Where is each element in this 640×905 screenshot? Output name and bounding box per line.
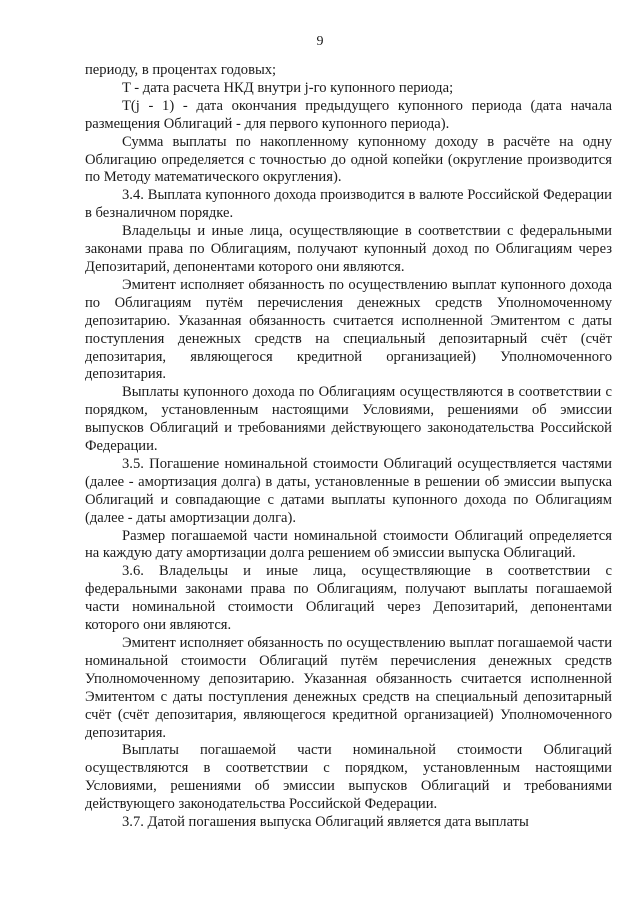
- paragraph-continuation: периоду, в процентах годовых;: [85, 62, 277, 78]
- document-body: [85, 62, 612, 832]
- paragraph-nominal-issuer-obligation: Эмитент исполняет обязанность по осуществлению выплат погашаемой части номинальной стоимости Облигаций путём перечисления денежных средств Уполномоченному депозитарию. Указанная обязанность считается исполненной Эмитентом с даты поступления денежных средств на специальный депозитарный счёт (счёт депозитария, являющегося кредитной организацией) Уполномоченного депозитария.: [85, 635, 612, 741]
- paragraph-coupon-payment-order: Выплаты купонного дохода по Облигациям осуществляются в соответствии с порядком, установленным настоящими Условиями, решениями об эмиссии выпусков Облигаций и требованиями действующего законодательства Российской Федерации.: [85, 384, 612, 455]
- paragraph-accrued-coupon-rounding: Сумма выплаты по накопленному купонному доходу в расчёте на одну Облигацию определяется с точностью до одной копейки (округление производится по Методу математического округления).: [85, 133, 612, 186]
- paragraph-amortization-size: Размер погашаемой части номинальной стоимости Облигаций определяется на каждую дату амортизации долга решением об эмиссии выпуска Облигаций.: [85, 527, 612, 562]
- definition-t-j-minus-1: T(j - 1) - дата окончания предыдущего купонного периода (дата начала размещения Облигаций - для первого купонного периода).: [85, 97, 612, 132]
- paragraph-nominal-payment-order: Выплаты погашаемой части номинальной стоимости Облигаций осуществляются в соответствии с порядком, установленным настоящими Условиями, решениями об эмиссии выпусков Облигаций и требованиями действующего законодательства Российской Федерации.: [85, 742, 612, 813]
- definition-t: T - дата расчета НКД внутри j-го купонного периода;: [122, 79, 454, 96]
- clause-3-7: 3.7. Датой погашения выпуска Облигаций является дата выплаты: [122, 814, 529, 831]
- clause-3-6: 3.6. Владельцы и иные лица, осуществляющие в соответствии с федеральными законами права по Облигациям, получают выплаты погашаемой части номинальной стоимости Облигаций через Депозитарий, депонентами которого они являются.: [85, 563, 612, 634]
- page-number: 9: [316, 34, 324, 49]
- paragraph-coupon-holders: Владельцы и иные лица, осуществляющие в соответствии с федеральными законами права по Облигациям, получают купонный доход по Облигациям через Депозитарий, депонентами которого они являются.: [85, 223, 612, 275]
- clause-3-4: 3.4. Выплата купонного дохода производится в валюте Российской Федерации в безналичном порядке.: [85, 187, 612, 222]
- paragraph-coupon-issuer-obligation: Эмитент исполняет обязанность по осуществлению выплат купонного дохода по Облигациям путём перечисления денежных средств Уполномоченному депозитарию. Указанная обязанность считается исполненной Эмитентом с даты поступления денежных средств на специальный депозитарный счёт (счёт депозитария, являющегося кредитной организацией) Уполномоченного депозитария.: [85, 276, 612, 383]
- clause-3-5: 3.5. Погашение номинальной стоимости Облигаций осуществляется частями (далее - амортизация долга) в даты, установленные в решении об эмиссии выпуска Облигаций и совпадающие с датами выплаты купонного дохода по Облигациям (далее - даты амортизации долга).: [85, 455, 612, 526]
